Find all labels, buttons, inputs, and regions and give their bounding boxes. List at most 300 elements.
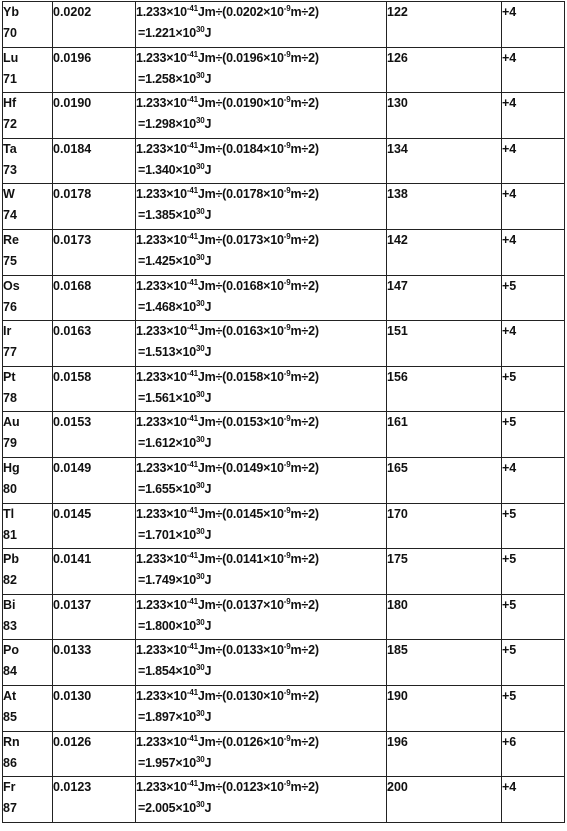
radius-cell: [53, 366, 136, 412]
formula-suffix: m÷2): [290, 688, 319, 703]
result-prefix: =1.749×10: [138, 573, 196, 588]
radius-cell: [53, 731, 136, 777]
value-cell: [387, 93, 502, 139]
formula-cell: [136, 731, 387, 777]
atomic-number: 72: [3, 117, 17, 132]
formula-prefix: 1.233×10: [136, 552, 187, 567]
formula-cell: [136, 777, 387, 823]
result-prefix: =1.897×10: [138, 709, 196, 724]
formula-cell: [136, 47, 387, 93]
element-symbol: Au: [3, 415, 20, 430]
value-number: 142: [387, 232, 408, 247]
table-body: [3, 2, 565, 823]
result-unit: J: [204, 208, 212, 223]
element-cell: [3, 184, 53, 230]
value-cell: [387, 685, 502, 731]
result-line: [136, 433, 386, 454]
element-cell: [3, 2, 53, 48]
result-line: [136, 661, 386, 682]
formula-line: [136, 777, 386, 798]
element-symbol: At: [3, 688, 17, 703]
table-row: [3, 685, 565, 731]
atomic-number: 71: [3, 71, 17, 86]
element-symbol: Tl: [3, 506, 15, 521]
formula-line: [136, 139, 386, 160]
atomic-number: 84: [3, 664, 17, 679]
radius-cell: [53, 777, 136, 823]
value-cell: [387, 549, 502, 595]
atomic-number: 74: [3, 208, 17, 223]
value-number: 147: [387, 278, 408, 293]
radius-value: 0.0141: [53, 552, 92, 567]
atomic-number: 73: [3, 162, 17, 177]
result-exponent: 30: [195, 435, 205, 445]
radius-value: 0.0190: [53, 96, 92, 111]
formula-suffix: m÷2): [290, 50, 319, 65]
element-symbol: Hg: [3, 460, 20, 475]
result-exponent: 30: [195, 25, 205, 34]
formula-middle: Jm÷(0.0173×10: [197, 232, 284, 247]
result-unit: J: [204, 527, 212, 542]
formula-suffix: m÷2): [290, 278, 319, 293]
value-cell: [387, 503, 502, 549]
value-cell: [387, 321, 502, 367]
formula-cell: [136, 549, 387, 595]
formula-exponent-1: -41: [186, 642, 198, 652]
radius-value: 0.0133: [53, 643, 92, 658]
result-unit: J: [204, 162, 212, 177]
value-number: 175: [387, 552, 408, 567]
atomic-number: 78: [3, 390, 17, 405]
value-number: 180: [387, 597, 408, 612]
radius-value: 0.0145: [53, 506, 92, 521]
table-row: [3, 412, 565, 458]
atomic-number: 75: [3, 253, 17, 268]
formula-exponent-2: -9: [283, 49, 291, 59]
formula-cell: [136, 640, 387, 686]
formula-exponent-2: -9: [283, 414, 291, 424]
formula-suffix: m÷2): [290, 734, 319, 749]
atomic-number: 86: [3, 755, 17, 770]
result-unit: J: [204, 26, 212, 40]
formula-line: [136, 412, 386, 433]
value-number: 138: [387, 187, 408, 202]
result-prefix: =1.612×10: [138, 436, 196, 451]
formula-line: [136, 48, 386, 69]
formula-line: [136, 367, 386, 388]
value-number: 170: [387, 506, 408, 521]
formula-line: [136, 640, 386, 661]
result-line: [136, 798, 386, 819]
oxidation-cell: [502, 184, 565, 230]
formula-exponent-2: -9: [283, 596, 291, 606]
formula-prefix: 1.233×10: [136, 232, 187, 247]
element-cell: [3, 93, 53, 139]
oxidation-state: +4: [502, 141, 517, 156]
element-cell: [3, 503, 53, 549]
result-unit: J: [204, 390, 212, 405]
atomic-number: 87: [3, 801, 17, 816]
radius-cell: [53, 321, 136, 367]
oxidation-state: +5: [502, 597, 517, 612]
result-unit: J: [204, 117, 212, 132]
formula-exponent-1: -41: [186, 596, 198, 606]
formula-cell: [136, 138, 387, 184]
formula-cell: [136, 366, 387, 412]
result-exponent: 30: [195, 344, 205, 354]
formula-suffix: m÷2): [290, 552, 319, 567]
table-row: [3, 275, 565, 321]
table-row: [3, 731, 565, 777]
element-cell: [3, 640, 53, 686]
value-number: 126: [387, 50, 408, 65]
result-unit: J: [204, 755, 212, 770]
value-cell: [387, 777, 502, 823]
formula-exponent-1: -41: [186, 733, 198, 743]
table-row: [3, 457, 565, 503]
formula-cell: [136, 685, 387, 731]
result-prefix: =1.655×10: [138, 481, 196, 496]
value-cell: [387, 184, 502, 230]
formula-prefix: 1.233×10: [136, 734, 187, 749]
formula-suffix: m÷2): [290, 369, 319, 384]
formula-exponent-2: -9: [283, 368, 291, 378]
value-number: 196: [387, 734, 408, 749]
radius-cell: [53, 47, 136, 93]
result-line: [136, 114, 386, 135]
formula-prefix: 1.233×10: [136, 415, 187, 430]
radius-value: 0.0173: [53, 232, 92, 247]
result-prefix: =1.800×10: [138, 618, 196, 633]
element-symbol: Lu: [3, 50, 19, 65]
result-exponent: 30: [195, 526, 205, 536]
value-cell: [387, 138, 502, 184]
result-line: [136, 69, 386, 90]
result-exponent: 30: [195, 754, 205, 764]
formula-exponent-1: -41: [186, 277, 198, 287]
result-line: [136, 707, 386, 728]
element-symbol: Pb: [3, 552, 19, 567]
result-prefix: =1.957×10: [138, 755, 196, 770]
formula-exponent-1: -41: [186, 140, 198, 150]
element-cell: [3, 47, 53, 93]
oxidation-cell: [502, 594, 565, 640]
oxidation-cell: [502, 93, 565, 139]
value-cell: [387, 366, 502, 412]
radius-cell: [53, 275, 136, 321]
formula-prefix: 1.233×10: [136, 506, 187, 521]
result-line: [136, 525, 386, 546]
formula-prefix: 1.233×10: [136, 5, 187, 19]
formula-line: [136, 2, 386, 23]
formula-middle: Jm÷(0.0149×10: [197, 460, 284, 475]
table-row: [3, 640, 565, 686]
formula-middle: Jm÷(0.0190×10: [197, 96, 284, 111]
radius-value: 0.0137: [53, 597, 92, 612]
formula-middle: Jm÷(0.0153×10: [197, 415, 284, 430]
formula-middle: Jm÷(0.0133×10: [197, 643, 284, 658]
radius-value: 0.0184: [53, 141, 92, 156]
result-prefix: =1.425×10: [138, 253, 196, 268]
value-number: 190: [387, 688, 408, 703]
result-prefix: =1.701×10: [138, 527, 196, 542]
formula-cell: [136, 275, 387, 321]
formula-exponent-1: -41: [186, 95, 198, 105]
oxidation-state: +5: [502, 278, 517, 293]
radius-value: 0.0168: [53, 278, 92, 293]
formula-suffix: m÷2): [290, 415, 319, 430]
element-cell: [3, 138, 53, 184]
formula-cell: [136, 321, 387, 367]
oxidation-cell: [502, 412, 565, 458]
radius-cell: [53, 138, 136, 184]
formula-exponent-1: -41: [186, 687, 198, 697]
oxidation-cell: [502, 47, 565, 93]
radius-cell: [53, 685, 136, 731]
table-row: [3, 184, 565, 230]
formula-exponent-1: -41: [186, 368, 198, 378]
result-line: [136, 479, 386, 500]
result-exponent: 30: [195, 298, 205, 308]
formula-cell: [136, 2, 387, 48]
formula-exponent-1: -41: [186, 186, 198, 196]
result-unit: J: [204, 618, 212, 633]
table-row: [3, 93, 565, 139]
result-prefix: =1.298×10: [138, 117, 196, 132]
formula-line: [136, 93, 386, 114]
radius-cell: [53, 2, 136, 48]
result-unit: J: [204, 345, 212, 360]
element-cell: [3, 594, 53, 640]
result-exponent: 30: [195, 572, 205, 582]
oxidation-state: +5: [502, 688, 517, 703]
formula-prefix: 1.233×10: [136, 187, 187, 202]
result-prefix: =1.258×10: [138, 71, 196, 86]
formula-line: [136, 321, 386, 342]
formula-exponent-2: -9: [283, 323, 291, 333]
element-symbol: Ir: [3, 324, 12, 339]
formula-exponent-1: -41: [186, 414, 198, 424]
formula-suffix: m÷2): [290, 597, 319, 612]
formula-exponent-1: -41: [186, 459, 198, 469]
value-cell: [387, 731, 502, 777]
value-cell: [387, 594, 502, 640]
result-line: [136, 616, 386, 637]
formula-exponent-2: -9: [283, 687, 291, 697]
element-symbol: Ta: [3, 141, 17, 156]
formula-exponent-2: -9: [283, 551, 291, 561]
formula-exponent-2: -9: [283, 95, 291, 105]
atomic-number: 77: [3, 345, 17, 360]
radius-cell: [53, 503, 136, 549]
formula-prefix: 1.233×10: [136, 324, 187, 339]
formula-line: [136, 732, 386, 753]
atomic-number: 76: [3, 299, 17, 314]
value-cell: [387, 640, 502, 686]
formula-prefix: 1.233×10: [136, 460, 187, 475]
oxidation-state: +5: [502, 506, 517, 521]
element-symbol: W: [3, 187, 15, 202]
formula-prefix: 1.233×10: [136, 369, 187, 384]
atomic-number: 85: [3, 709, 17, 724]
formula-exponent-1: -41: [186, 231, 198, 241]
formula-middle: Jm÷(0.0137×10: [197, 597, 284, 612]
result-line: [136, 342, 386, 363]
formula-prefix: 1.233×10: [136, 597, 187, 612]
value-cell: [387, 2, 502, 48]
value-number: 165: [387, 460, 408, 475]
value-number: 130: [387, 96, 408, 111]
formula-exponent-2: -9: [283, 140, 291, 150]
oxidation-state: +4: [502, 780, 517, 795]
atomic-number: 82: [3, 573, 17, 588]
radius-value: 0.0158: [53, 369, 92, 384]
table-row: [3, 229, 565, 275]
formula-exponent-1: -41: [186, 779, 198, 789]
formula-line: [136, 184, 386, 205]
oxidation-cell: [502, 457, 565, 503]
element-cell: [3, 229, 53, 275]
oxidation-state: +4: [502, 96, 517, 111]
formula-exponent-2: -9: [283, 505, 291, 515]
formula-exponent-2: -9: [283, 642, 291, 652]
oxidation-state: +5: [502, 552, 517, 567]
result-exponent: 30: [195, 252, 205, 262]
formula-middle: Jm÷(0.0158×10: [197, 369, 284, 384]
oxidation-state: +4: [502, 232, 517, 247]
formula-suffix: m÷2): [290, 5, 319, 19]
value-cell: [387, 457, 502, 503]
radius-value: 0.0163: [53, 324, 92, 339]
formula-prefix: 1.233×10: [136, 688, 187, 703]
oxidation-cell: [502, 366, 565, 412]
formula-exponent-1: -41: [186, 4, 198, 13]
radius-value: 0.0123: [53, 780, 92, 795]
table-row: [3, 138, 565, 184]
result-unit: J: [204, 664, 212, 679]
formula-suffix: m÷2): [290, 187, 319, 202]
table-row: [3, 594, 565, 640]
element-cell: [3, 366, 53, 412]
atomic-number: 80: [3, 481, 17, 496]
result-exponent: 30: [195, 116, 205, 126]
atomic-number: 83: [3, 618, 17, 633]
result-unit: J: [204, 253, 212, 268]
radius-cell: [53, 640, 136, 686]
document-sheet: [2, 1, 564, 823]
radius-cell: [53, 594, 136, 640]
formula-middle: Jm÷(0.0184×10: [197, 141, 284, 156]
formula-middle: Jm÷(0.0126×10: [197, 734, 284, 749]
result-prefix: =1.513×10: [138, 345, 196, 360]
result-exponent: 30: [195, 207, 205, 217]
formula-suffix: m÷2): [290, 141, 319, 156]
result-line: [136, 297, 386, 318]
formula-middle: Jm÷(0.0168×10: [197, 278, 284, 293]
radius-cell: [53, 229, 136, 275]
result-exponent: 30: [195, 663, 205, 673]
formula-exponent-2: -9: [283, 277, 291, 287]
formula-prefix: 1.233×10: [136, 50, 187, 65]
result-prefix: =1.854×10: [138, 664, 196, 679]
formula-prefix: 1.233×10: [136, 141, 187, 156]
result-unit: J: [204, 801, 212, 816]
formula-line: [136, 458, 386, 479]
result-exponent: 30: [195, 161, 205, 171]
result-exponent: 30: [195, 480, 205, 490]
value-number: 156: [387, 369, 408, 384]
formula-exponent-2: -9: [283, 459, 291, 469]
formula-exponent-2: -9: [283, 4, 291, 13]
formula-suffix: m÷2): [290, 780, 319, 795]
element-symbol: Rn: [3, 734, 20, 749]
formula-suffix: m÷2): [290, 96, 319, 111]
formula-line: [136, 549, 386, 570]
element-symbol: Bi: [3, 597, 16, 612]
value-cell: [387, 275, 502, 321]
element-cell: [3, 685, 53, 731]
radius-value: 0.0178: [53, 187, 92, 202]
formula-exponent-1: -41: [186, 49, 198, 59]
formula-line: [136, 595, 386, 616]
oxidation-cell: [502, 138, 565, 184]
radius-value: 0.0130: [53, 688, 92, 703]
formula-prefix: 1.233×10: [136, 780, 187, 795]
formula-cell: [136, 594, 387, 640]
formula-cell: [136, 457, 387, 503]
element-symbol: Re: [3, 232, 19, 247]
table-row: [3, 503, 565, 549]
result-prefix: =1.385×10: [138, 208, 196, 223]
formula-prefix: 1.233×10: [136, 278, 187, 293]
formula-suffix: m÷2): [290, 643, 319, 658]
table-row: [3, 366, 565, 412]
formula-cell: [136, 503, 387, 549]
oxidation-cell: [502, 549, 565, 595]
table-row: [3, 47, 565, 93]
oxidation-state: +4: [502, 5, 517, 19]
formula-middle: Jm÷(0.0196×10: [197, 50, 284, 65]
formula-exponent-1: -41: [186, 323, 198, 333]
element-symbol: Yb: [3, 5, 19, 19]
formula-middle: Jm÷(0.0178×10: [197, 187, 284, 202]
atomic-number: 81: [3, 527, 17, 542]
formula-middle: Jm÷(0.0141×10: [197, 552, 284, 567]
formula-exponent-1: -41: [186, 551, 198, 561]
oxidation-state: +4: [502, 324, 517, 339]
formula-middle: Jm÷(0.0130×10: [197, 688, 284, 703]
element-symbol: Po: [3, 643, 19, 658]
formula-line: [136, 504, 386, 525]
table-row: [3, 2, 565, 48]
radius-value: 0.0196: [53, 50, 92, 65]
element-cell: [3, 731, 53, 777]
oxidation-cell: [502, 777, 565, 823]
result-prefix: =1.561×10: [138, 390, 196, 405]
radius-value: 0.0202: [53, 5, 92, 19]
element-cell: [3, 549, 53, 595]
result-exponent: 30: [195, 800, 205, 810]
formula-middle: Jm÷(0.0123×10: [197, 780, 284, 795]
oxidation-state: +5: [502, 415, 517, 430]
atomic-number: 70: [3, 26, 17, 40]
element-cell: [3, 412, 53, 458]
element-cell: [3, 457, 53, 503]
result-prefix: =1.340×10: [138, 162, 196, 177]
element-cell: [3, 275, 53, 321]
value-number: 200: [387, 780, 408, 795]
formula-suffix: m÷2): [290, 506, 319, 521]
